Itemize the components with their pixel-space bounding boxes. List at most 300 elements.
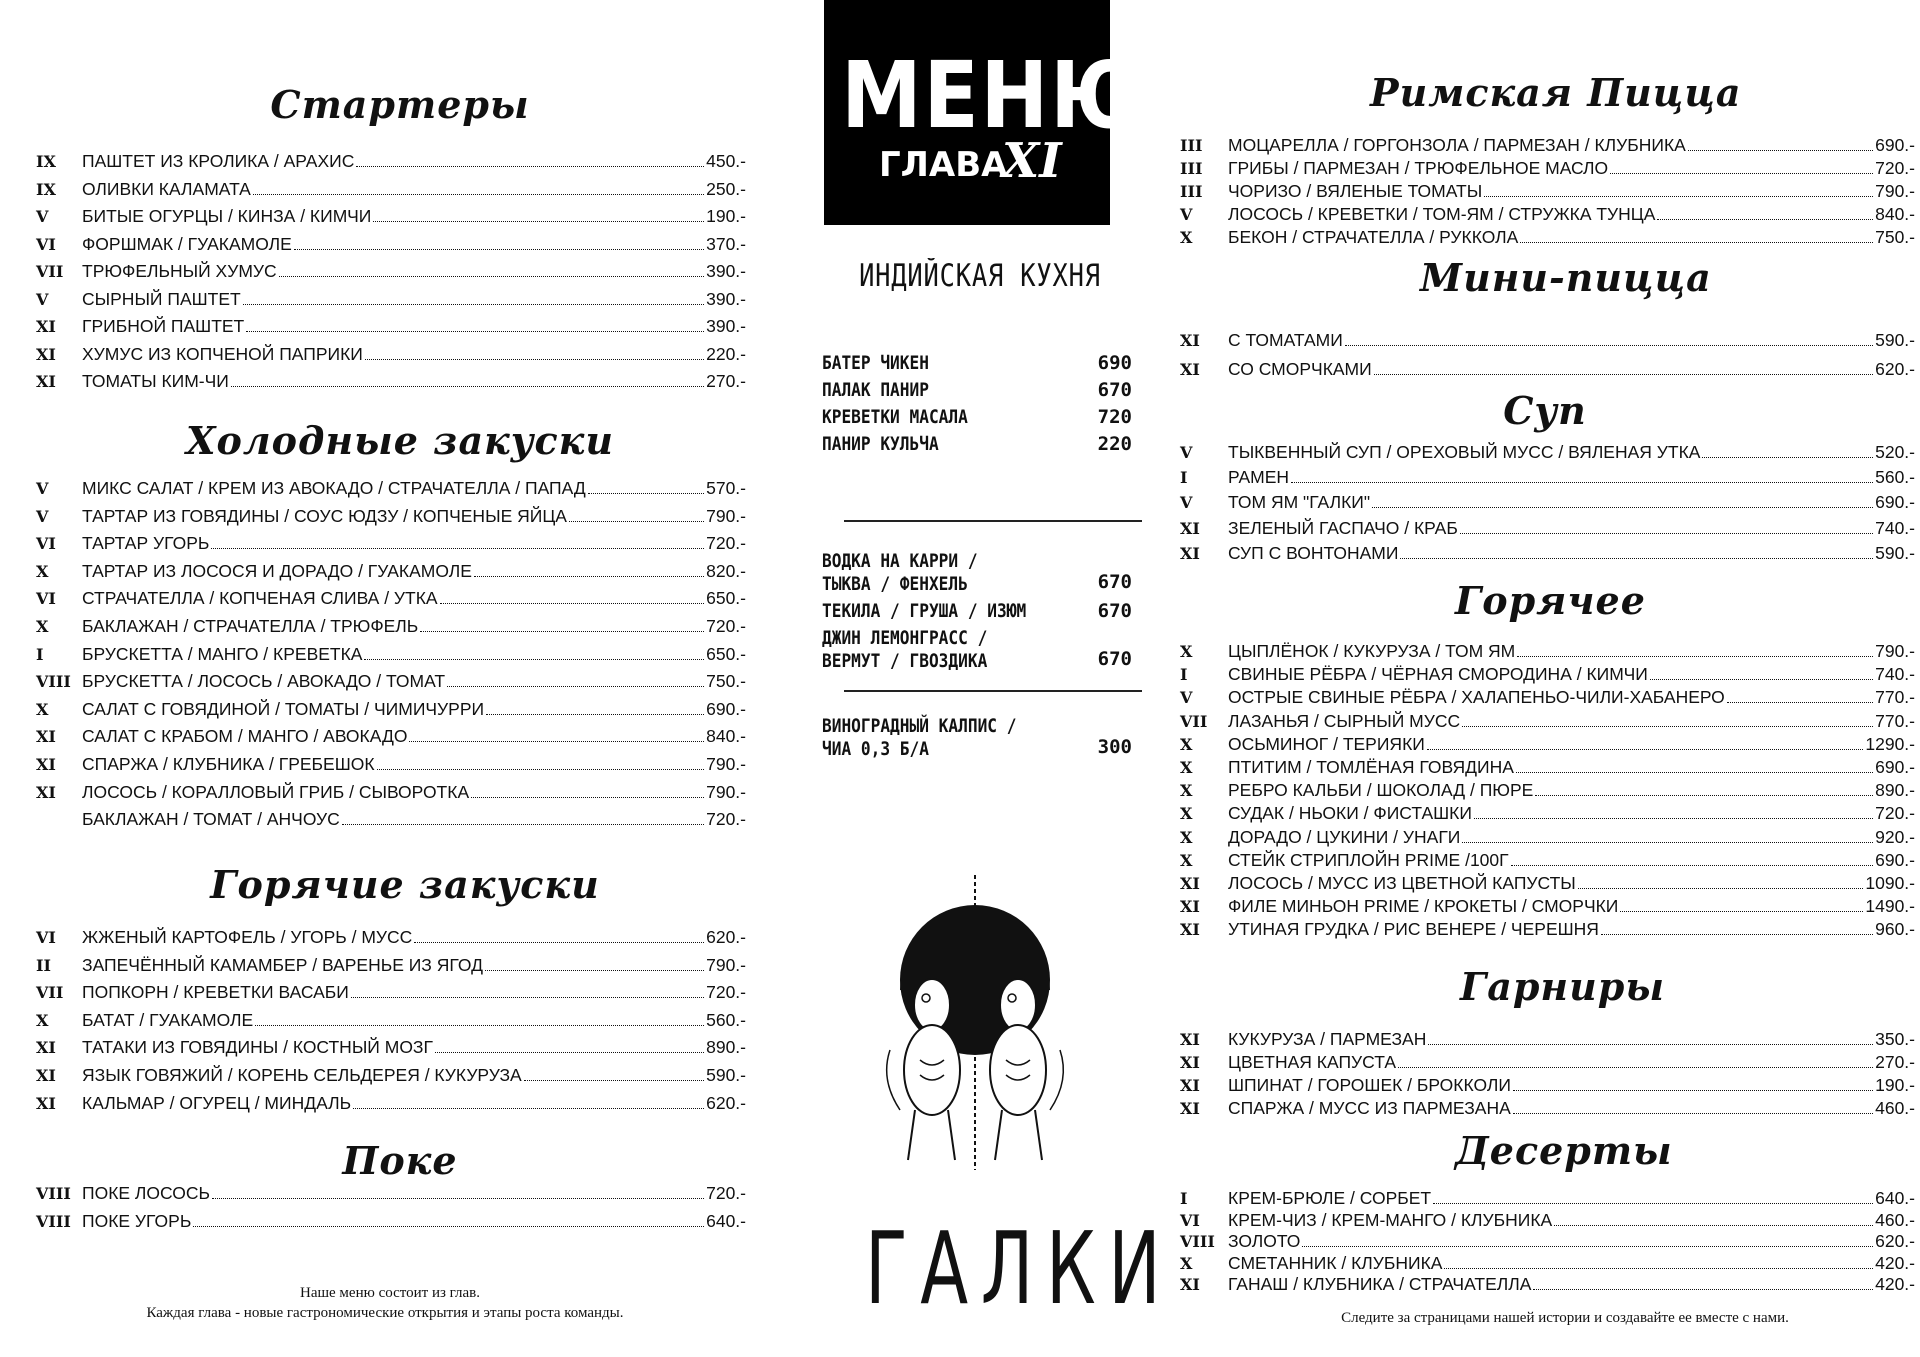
dish-price: 560.- [706, 1009, 746, 1030]
dot-leader [1302, 1246, 1873, 1247]
menu-list [1180, 440, 1915, 566]
dish-name: МИКС САЛАТ / КРЕМ ИЗ АВОКАДО / СТРАЧАТЕЛЛА / ПАПАД [82, 478, 586, 498]
dish-price: 1090.- [1865, 873, 1915, 894]
dot-leader [342, 824, 704, 825]
dish-price: 720.- [1875, 803, 1915, 824]
chapter-number: XI [36, 782, 56, 802]
menu-item [1180, 1074, 1915, 1097]
chapter-number: V [1180, 493, 1193, 513]
chapter-number: XI [36, 317, 56, 336]
dot-leader [353, 1108, 704, 1109]
dot-leader [1688, 150, 1873, 151]
dish-name: СПАРЖА / МУСС ИЗ ПАРМЕЗАНА [1228, 1098, 1511, 1118]
menu-item [1180, 1051, 1915, 1074]
dot-leader [1533, 1289, 1873, 1290]
dot-leader [471, 797, 704, 798]
menu-item [1180, 686, 1915, 709]
dot-leader [1513, 1090, 1873, 1091]
menu-item [36, 924, 746, 952]
menu-item [36, 176, 746, 204]
menu-item [1180, 1274, 1915, 1296]
dish-name: ОСЬМИНОГ / ТЕРИЯКИ [1228, 733, 1425, 754]
menu-item [36, 286, 746, 314]
dot-leader [1484, 196, 1873, 197]
dish-price: 720 [1097, 406, 1132, 428]
menu-item [36, 979, 746, 1007]
dish-price: 220.- [706, 343, 746, 364]
dish-name: ХУМУС ИЗ КОПЧЕНОЙ ПАПРИКИ [82, 343, 363, 364]
dot-leader [1516, 772, 1873, 773]
chapter-number: VIII [36, 1184, 71, 1203]
dish-price: 790.- [706, 505, 746, 526]
dish-name: ПАШТЕТ ИЗ КРОЛИКА / АРАХИС [82, 151, 355, 171]
dish-name: ТАРТАР ИЗ ЛОСОСЯ И ДОРАДО / ГУАКАМОЛЕ [82, 560, 472, 581]
chapter-number: XI [1180, 1275, 1200, 1294]
dish-name: СМЕТАННИК / КЛУБНИКА [1228, 1252, 1443, 1273]
menu-item [1180, 895, 1915, 918]
menu-list [36, 924, 746, 1117]
chapter-number: VI [36, 928, 56, 947]
dish-price: 390.- [706, 261, 746, 281]
menu-item [822, 404, 1132, 431]
chapter-number: V [1180, 205, 1193, 224]
chapter-number: X [1180, 642, 1193, 661]
dish-price: 650.- [706, 643, 746, 664]
chapter-number: X [36, 561, 49, 581]
chapter-number: VI [36, 589, 56, 609]
dish-name: РАМЕН [1228, 467, 1290, 488]
dot-leader [435, 1052, 704, 1053]
dish-name: СО СМОРЧКАМИ [1228, 359, 1372, 379]
dish-name: ДЖИН ЛЕМОНГРАСС / ВЕРМУТ / ГВОЗДИКА [822, 627, 988, 672]
chapter-number: I [1180, 468, 1188, 488]
chapter-number: VIII [36, 1211, 71, 1231]
menu-list [1180, 1028, 1915, 1120]
section-title-garnish: Гарниры [1460, 964, 1665, 1009]
dot-leader [1444, 1268, 1873, 1269]
menu-item [36, 203, 746, 231]
dot-leader [231, 386, 704, 387]
dish-name: БАТАТ / ГУАКАМОЛЕ [82, 1009, 254, 1030]
chapter-number: XI [1180, 1099, 1200, 1118]
logo-chapter: XI [1002, 133, 1062, 189]
dish-name: СТЕЙК СТРИПЛОЙН PRIME /100Г [1228, 849, 1509, 870]
chapter-number: III [1180, 159, 1203, 178]
dish-name: ПОКЕ УГОРЬ [82, 1210, 192, 1231]
dish-price: 890.- [706, 1037, 746, 1058]
section-title-poke: Поке [342, 1138, 458, 1183]
section-title-mini-pizza: Мини-пицца [1420, 255, 1712, 300]
dish-name: ПОПКОРН / КРЕВЕТКИ ВАСАБИ [82, 982, 349, 1003]
chapter-number: XI [36, 1093, 56, 1113]
menu-list [36, 1180, 746, 1235]
dot-leader [414, 942, 704, 943]
dish-price: 270.- [706, 371, 746, 391]
dish-price: 720.- [706, 615, 746, 636]
dish-price: 690.- [1875, 757, 1915, 778]
dish-name: БАТЕР ЧИКЕН [822, 352, 929, 374]
dish-name: ТАТАКИ ИЗ ГОВЯДИНЫ / КОСТНЫЙ МОЗГ [82, 1037, 433, 1058]
dish-name: ТОМ ЯМ "ГАЛКИ" [1228, 492, 1371, 513]
dot-leader [193, 1226, 704, 1227]
dish-price: 190.- [1875, 1075, 1915, 1095]
dish-price: 640.- [1875, 1188, 1915, 1208]
dish-price: 960.- [1875, 919, 1915, 940]
dish-name: ПОКЕ ЛОСОСЬ [82, 1183, 211, 1203]
dish-name: ЗОЛОТО [1228, 1231, 1301, 1251]
dish-name: ПАЛАК ПАНИР [822, 379, 929, 401]
divider [844, 520, 1142, 522]
menu-item [822, 598, 1132, 625]
dish-name: ТРЮФЕЛЬНЫЙ ХУМУС [82, 261, 277, 281]
menu-item [36, 696, 746, 724]
menu-item [1180, 490, 1915, 515]
chapter-number: X [1180, 850, 1193, 870]
dot-leader [1374, 374, 1873, 375]
menu-list [1180, 1188, 1915, 1296]
chapter-number: X [1180, 804, 1193, 824]
dish-price: 620.- [706, 927, 746, 947]
logo-subtitle: ГЛАВА [879, 145, 1008, 185]
footnote-line-1: Наше меню состоит из глав. [299, 1285, 481, 1301]
chapter-number: XI [1180, 518, 1200, 538]
menu-item [36, 313, 746, 341]
chapter-number: X [1180, 1253, 1193, 1273]
menu-item [1180, 918, 1915, 941]
dish-price: 650.- [706, 588, 746, 609]
menu-item [36, 1062, 746, 1090]
dish-price: 740.- [1875, 664, 1915, 685]
menu-item [36, 1090, 746, 1118]
chapter-number: XI [1180, 543, 1200, 563]
dish-name: ПАНИР КУЛЬЧА [822, 433, 939, 455]
dot-leader [243, 304, 704, 305]
dish-price: 250.- [706, 178, 746, 199]
dish-price: 560.- [1875, 467, 1915, 488]
dish-price: 270.- [1875, 1052, 1915, 1072]
menu-item [1180, 1231, 1915, 1253]
chapter-number: XI [36, 1065, 56, 1085]
dot-leader [1433, 1203, 1873, 1204]
chapter-number: V [36, 289, 49, 309]
chapter-number: VII [36, 983, 64, 1003]
dot-leader [1400, 558, 1873, 559]
dot-leader [356, 166, 704, 167]
dish-name: СУП С ВОНТОНАМИ [1228, 542, 1399, 563]
dish-price: 220 [1097, 433, 1132, 455]
chapter-number: VI [36, 234, 56, 254]
dish-name: СВИНЫЕ РЁБРА / ЧЁРНАЯ СМОРОДИНА / КИМЧИ [1228, 664, 1648, 685]
chapter-number: I [1180, 665, 1188, 685]
chapter-number: XI [1180, 897, 1200, 917]
dot-leader [1657, 219, 1873, 220]
dish-price: 620.- [1875, 359, 1915, 379]
dish-price: 790.- [1875, 641, 1915, 661]
dish-name: МОЦАРЕЛЛА / ГОРГОНЗОЛА / ПАРМЕЗАН / КЛУБНИКА [1228, 135, 1686, 155]
menu-item [1180, 465, 1915, 490]
dish-name: КРЕМ-БРЮЛЕ / СОРБЕТ [1228, 1188, 1432, 1208]
chapter-number: V [1180, 443, 1193, 462]
dish-price: 690.- [1875, 135, 1915, 155]
chapter-number: XI [36, 754, 56, 774]
menu-item [36, 613, 746, 641]
menu-item [1180, 1253, 1915, 1275]
dish-name: БРУСКЕТТА / МАНГО / КРЕВЕТКА [82, 643, 363, 664]
menu-item [822, 377, 1132, 404]
dish-price: 300 [1097, 736, 1132, 758]
dish-name: ГРИБЫ / ПАРМЕЗАН / ТРЮФЕЛЬНОЕ МАСЛО [1228, 158, 1609, 178]
dish-name: ПТИТИМ / ТОМЛЁНАЯ ГОВЯДИНА [1228, 757, 1514, 778]
dish-name: ЛОСОСЬ / КРЕВЕТКИ / ТОМ-ЯМ / СТРУЖКА ТУНЦА [1228, 204, 1656, 224]
chapter-number: II [36, 955, 51, 975]
chapter-number: X [1180, 228, 1193, 247]
dot-leader [420, 631, 704, 632]
dot-leader [377, 769, 705, 770]
dish-name: ВИНОГРАДНЫЙ КАЛПИС / ЧИА 0,3 Б/А [822, 715, 1017, 760]
chapter-number: X [36, 616, 49, 636]
dish-price: 640.- [706, 1210, 746, 1231]
chapter-number: XI [1180, 874, 1200, 894]
section-title-pizza: Римская Пицца [1370, 70, 1742, 115]
dot-leader [1578, 888, 1864, 889]
chapter-number: XI [1180, 1053, 1200, 1072]
dish-name: ЯЗЫК ГОВЯЖИЙ / КОРЕНЬ СЕЛЬДЕРЕЯ / КУКУРУЗА [82, 1064, 522, 1085]
dot-leader [1345, 345, 1873, 346]
chapter-number: XI [1180, 1076, 1200, 1095]
menu-item [1180, 440, 1915, 465]
dot-leader [1427, 749, 1864, 750]
indian-list [822, 350, 1132, 458]
dish-name: ТЫКВЕННЫЙ СУП / ОРЕХОВЫЙ МУСС / ВЯЛЕНАЯ УТКА [1228, 442, 1701, 462]
menu-item [1180, 541, 1915, 566]
dish-name: КРЕВЕТКИ МАСАЛА [822, 406, 968, 428]
dish-name: ГРИБНОЙ ПАШТЕТ [82, 316, 245, 336]
dish-name: БЕКОН / СТРАЧАТЕЛЛА / РУККОЛА [1228, 227, 1519, 247]
dish-name: ТЕКИЛА / ГРУША / ИЗЮМ [822, 600, 1027, 622]
dot-leader [485, 970, 704, 971]
dish-price: 670 [1097, 600, 1132, 622]
drinks-list [822, 550, 1132, 673]
menu-item [36, 1208, 746, 1236]
menu-item [1180, 180, 1915, 203]
dish-price: 790.- [706, 781, 746, 802]
dot-leader [1620, 911, 1863, 912]
dot-leader [1291, 482, 1873, 483]
chapter-number: X [36, 1010, 49, 1030]
dot-leader [1460, 533, 1873, 534]
menu-item [1180, 802, 1915, 825]
dish-name: ДОРАДО / ЦУКИНИ / УНАГИ [1228, 826, 1461, 847]
dish-name: ВОДКА НА КАРРИ / ТЫКВА / ФЕНХЕЛЬ [822, 550, 978, 595]
dot-leader [1462, 842, 1873, 843]
menu-item [1180, 1188, 1915, 1210]
dot-leader [364, 659, 704, 660]
menu-item [36, 148, 746, 176]
dish-price: 890.- [1875, 780, 1915, 801]
dish-price: 670 [1097, 571, 1132, 593]
chapter-number: VIII [36, 672, 71, 692]
menu-item [1180, 355, 1915, 384]
dish-name: ЖЖЕНЫЙ КАРТОФЕЛЬ / УГОРЬ / МУСС [82, 927, 413, 947]
dish-name: С ТОМАТАМИ [1228, 330, 1343, 350]
menu-item [1180, 756, 1915, 779]
chapter-number: III [1180, 182, 1203, 201]
dish-price: 790.- [706, 753, 746, 774]
dish-name: САЛАТ С ГОВЯДИНОЙ / ТОМАТЫ / ЧИМИЧУРРИ [82, 698, 485, 719]
logo-title: МЕНЮ [841, 42, 1147, 149]
chapter-number: X [36, 699, 49, 719]
dish-price: 820.- [706, 560, 746, 581]
dish-price: 460.- [1875, 1209, 1915, 1230]
dot-leader [1535, 795, 1873, 796]
chapter-number: XI [1180, 360, 1200, 379]
dish-name: БАКЛАЖАН / ТОМАТ / АНЧОУС [82, 809, 340, 830]
section-title-soup: Суп [1503, 388, 1587, 433]
soft-drinks-list [822, 715, 1132, 761]
dish-price: 720.- [706, 809, 746, 830]
menu-item [1180, 1097, 1915, 1120]
chapter-number: XI [1180, 1030, 1200, 1049]
dish-name: ТАРТАР ИЗ ГОВЯДИНЫ / СОУС ЮДЗУ / КОПЧЕНЫЕ ЯЙЦА [82, 505, 567, 526]
menu-list [36, 148, 746, 396]
chapter-number: IX [36, 152, 56, 171]
menu-item [1180, 872, 1915, 895]
menu-item [1180, 1028, 1915, 1051]
menu-item [36, 1034, 746, 1062]
dot-leader [524, 1080, 704, 1081]
dot-leader [440, 603, 705, 604]
dish-price: 420.- [1875, 1252, 1915, 1273]
dot-leader [1650, 679, 1873, 680]
section-title-starters: Стартеры [270, 82, 530, 127]
dot-leader [279, 276, 704, 277]
dish-price: 590.- [1875, 330, 1915, 350]
menu-item [36, 258, 746, 286]
dot-leader [1727, 702, 1873, 703]
menu-item [822, 550, 1132, 596]
dish-price: 450.- [706, 151, 746, 171]
dish-name: САЛАТ С КРАБОМ / МАНГО / АВОКАДО [82, 726, 408, 747]
dish-name: ЛОСОСЬ / КОРАЛЛОВЫЙ ГРИБ / СЫВОРОТКА [82, 781, 470, 802]
menu-item [36, 530, 746, 558]
dish-name: КАЛЬМАР / ОГУРЕЦ / МИНДАЛЬ [82, 1092, 352, 1113]
dot-leader [1601, 934, 1873, 935]
dish-price: 670 [1097, 648, 1132, 670]
dot-leader [1554, 1225, 1873, 1226]
dish-price: 720.- [706, 982, 746, 1003]
chapter-number: XI [36, 344, 56, 364]
dish-name: СПАРЖА / КЛУБНИКА / ГРЕБЕШОК [82, 753, 375, 774]
menu-item [1180, 226, 1915, 249]
dish-name: ГАНАШ / КЛУБНИКА / СТРАЧАТЕЛЛА [1228, 1274, 1532, 1294]
menu-item [36, 952, 746, 980]
dish-price: 350.- [1875, 1029, 1915, 1049]
dish-price: 790.- [1875, 181, 1915, 201]
menu-item [1180, 849, 1915, 872]
dot-leader [211, 548, 704, 549]
dot-leader [1520, 242, 1873, 243]
dish-price: 570.- [706, 478, 746, 498]
menu-item [36, 585, 746, 613]
menu-list [1180, 134, 1915, 249]
chapter-number: VI [36, 534, 56, 554]
menu-item [1180, 826, 1915, 849]
dot-leader [1398, 1067, 1873, 1068]
chapter-number: X [1180, 781, 1193, 801]
menu-item [822, 431, 1132, 458]
menu-item [822, 715, 1132, 761]
dish-name: ЧОРИЗО / ВЯЛЕНЫЕ ТОМАТЫ [1228, 181, 1483, 201]
dish-price: 690.- [706, 698, 746, 719]
chapter-number: X [1180, 758, 1193, 778]
menu-item [36, 751, 746, 779]
chapter-number: XI [36, 727, 56, 747]
dish-name: КРЕМ-ЧИЗ / КРЕМ-МАНГО / КЛУБНИКА [1228, 1209, 1553, 1230]
dot-leader [474, 576, 704, 577]
dish-name: БАКЛАЖАН / СТРАЧАТЕЛЛА / ТРЮФЕЛЬ [82, 615, 419, 636]
dot-leader [255, 1025, 704, 1026]
chapter-number: V [36, 506, 49, 526]
dish-price: 750.- [706, 671, 746, 692]
birds-illustration-icon [860, 870, 1090, 1180]
dish-price: 770.- [1875, 687, 1915, 708]
dish-price: 590.- [706, 1064, 746, 1085]
chapter-number: VI [1180, 1210, 1200, 1230]
menu-item [1180, 134, 1915, 157]
dish-price: 520.- [1875, 442, 1915, 462]
dish-price: 720.- [1875, 158, 1915, 178]
chapter-number: IX [36, 179, 56, 199]
menu-item [36, 641, 746, 669]
dot-leader [253, 194, 704, 195]
dish-price: 190.- [706, 206, 746, 226]
dish-name: ШПИНАТ / ГОРОШЕК / БРОККОЛИ [1228, 1075, 1511, 1095]
dot-leader [373, 221, 704, 222]
dot-leader [1702, 457, 1873, 458]
chapter-number: XI [1180, 331, 1200, 350]
chapter-number: V [36, 207, 49, 226]
menu-item [1180, 326, 1915, 355]
dish-price: 690 [1097, 352, 1132, 374]
dish-name: ЛОСОСЬ / МУСС ИЗ ЦВЕТНОЙ КАПУСТЫ [1228, 873, 1576, 894]
dot-leader [294, 249, 704, 250]
menu-logo [824, 0, 1147, 225]
menu-item [36, 779, 746, 807]
menu-list [1180, 640, 1915, 942]
menu-item [36, 1180, 746, 1208]
menu-item [36, 341, 746, 369]
dot-leader [1428, 1044, 1873, 1045]
dot-leader [246, 331, 704, 332]
menu-item [36, 368, 746, 396]
dish-price: 690.- [1875, 492, 1915, 513]
dish-name: РЕБРО КАЛЬБИ / ШОКОЛАД / ПЮРЕ [1228, 780, 1534, 801]
dish-price: 750.- [1875, 227, 1915, 247]
dish-price: 620.- [1875, 1231, 1915, 1251]
dish-name: ОСТРЫЕ СВИНЫЕ РЁБРА / ХАЛАПЕНЬО-ЧИЛИ-ХАБАНЕРО [1228, 687, 1725, 708]
dish-price: 690.- [1875, 849, 1915, 870]
menu-item [1180, 516, 1915, 541]
menu-item [1180, 157, 1915, 180]
chapter-number: I [36, 644, 44, 664]
dot-leader [212, 1198, 704, 1199]
dot-leader [409, 741, 704, 742]
menu-item [1180, 779, 1915, 802]
dish-name: КУКУРУЗА / ПАРМЕЗАН [1228, 1029, 1427, 1049]
dish-name: ЦЫПЛЁНОК / КУКУРУЗА / ТОМ ЯМ [1228, 641, 1516, 661]
section-title-desserts: Десерты [1455, 1128, 1673, 1173]
brand-name: ГАЛКИ [865, 1210, 1174, 1327]
